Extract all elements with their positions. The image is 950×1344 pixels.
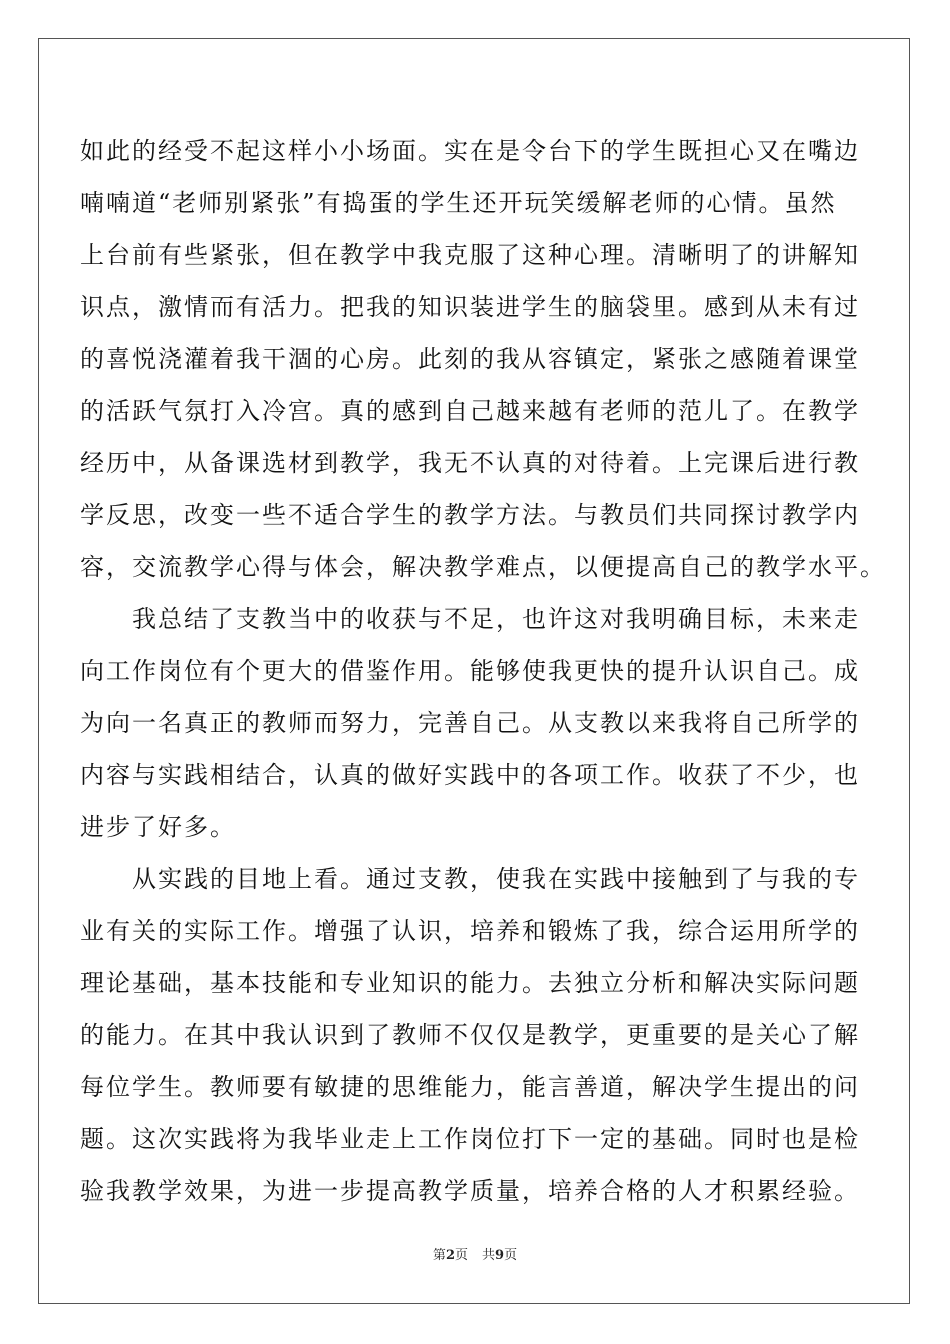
text-line: 每位学生。教师要有敏捷的思维能力，能言善道，解决学生提出的问 [80, 1073, 860, 1101]
text-line: 业有关的实际工作。增强了认识，培养和锻炼了我，综合运用所学的 [80, 917, 860, 945]
text-line: 向工作岗位有个更大的借鉴作用。能够使我更快的提升认识自己。成 [80, 657, 860, 685]
text-line: 上台前有些紧张，但在教学中我克服了这种心理。清晰明了的讲解知 [80, 241, 860, 269]
total-prefix: 共 [482, 1248, 496, 1263]
text-line: 题。这次实践将为我毕业走上工作岗位打下一定的基础。同时也是检 [80, 1125, 860, 1153]
page-prefix: 第 [432, 1248, 446, 1263]
paragraph-first-line: 我总结了支教当中的收获与不足，也许这对我明确目标，未来走 [132, 605, 860, 633]
text-line: 的能力。在其中我认识到了教师不仅仅是教学，更重要的是关心了解 [80, 1021, 860, 1049]
text-line: 的喜悦浇灌着我干涸的心房。此刻的我从容镇定，紧张之感随着课堂 [80, 345, 860, 373]
page-number: 2 [445, 1248, 455, 1263]
text-line: 理论基础，基本技能和专业知识的能力。去独立分析和解决实际问题 [80, 969, 860, 997]
total-pages: 9 [495, 1248, 505, 1263]
paragraph-first-line: 从实践的目地上看。通过支教，使我在实践中接触到了与我的专 [132, 865, 860, 893]
text-line: 如此的经受不起这样小小场面。实在是令台下的学生既担心又在嘴边 [80, 137, 860, 165]
text-line: 容，交流教学心得与体会，解决教学难点，以便提高自己的教学水平。 [80, 553, 886, 581]
text-line: 识点，激情而有活力。把我的知识装进学生的脑袋里。感到从未有过 [80, 293, 860, 321]
text-line: 的活跃气氛打入冷宫。真的感到自己越来越有老师的范儿了。在教学 [80, 397, 860, 425]
text-line: 喃喃道“老师别紧张”有捣蛋的学生还开玩笑缓解老师的心情。虽然 [80, 189, 837, 217]
text-line: 经历中，从备课选材到教学，我无不认真的对待着。上完课后进行教 [80, 449, 860, 477]
page-footer [0, 1246, 950, 1266]
document-body [80, 125, 886, 1217]
text-line: 为向一名真正的教师而努力，完善自己。从支教以来我将自己所学的 [80, 709, 860, 737]
text-line: 验我教学效果，为进一步提高教学质量，培养合格的人才积累经验。 [80, 1177, 860, 1205]
text-line: 内容与实践相结合，认真的做好实践中的各项工作。收获了不少，也 [80, 761, 860, 789]
total-suffix: 页 [504, 1248, 518, 1263]
page-suffix: 页 [454, 1248, 468, 1263]
text-line: 学反思，改变一些不适合学生的教学方法。与教员们共同探讨教学内 [80, 501, 860, 529]
text-line: 进步了好多。 [80, 813, 236, 841]
